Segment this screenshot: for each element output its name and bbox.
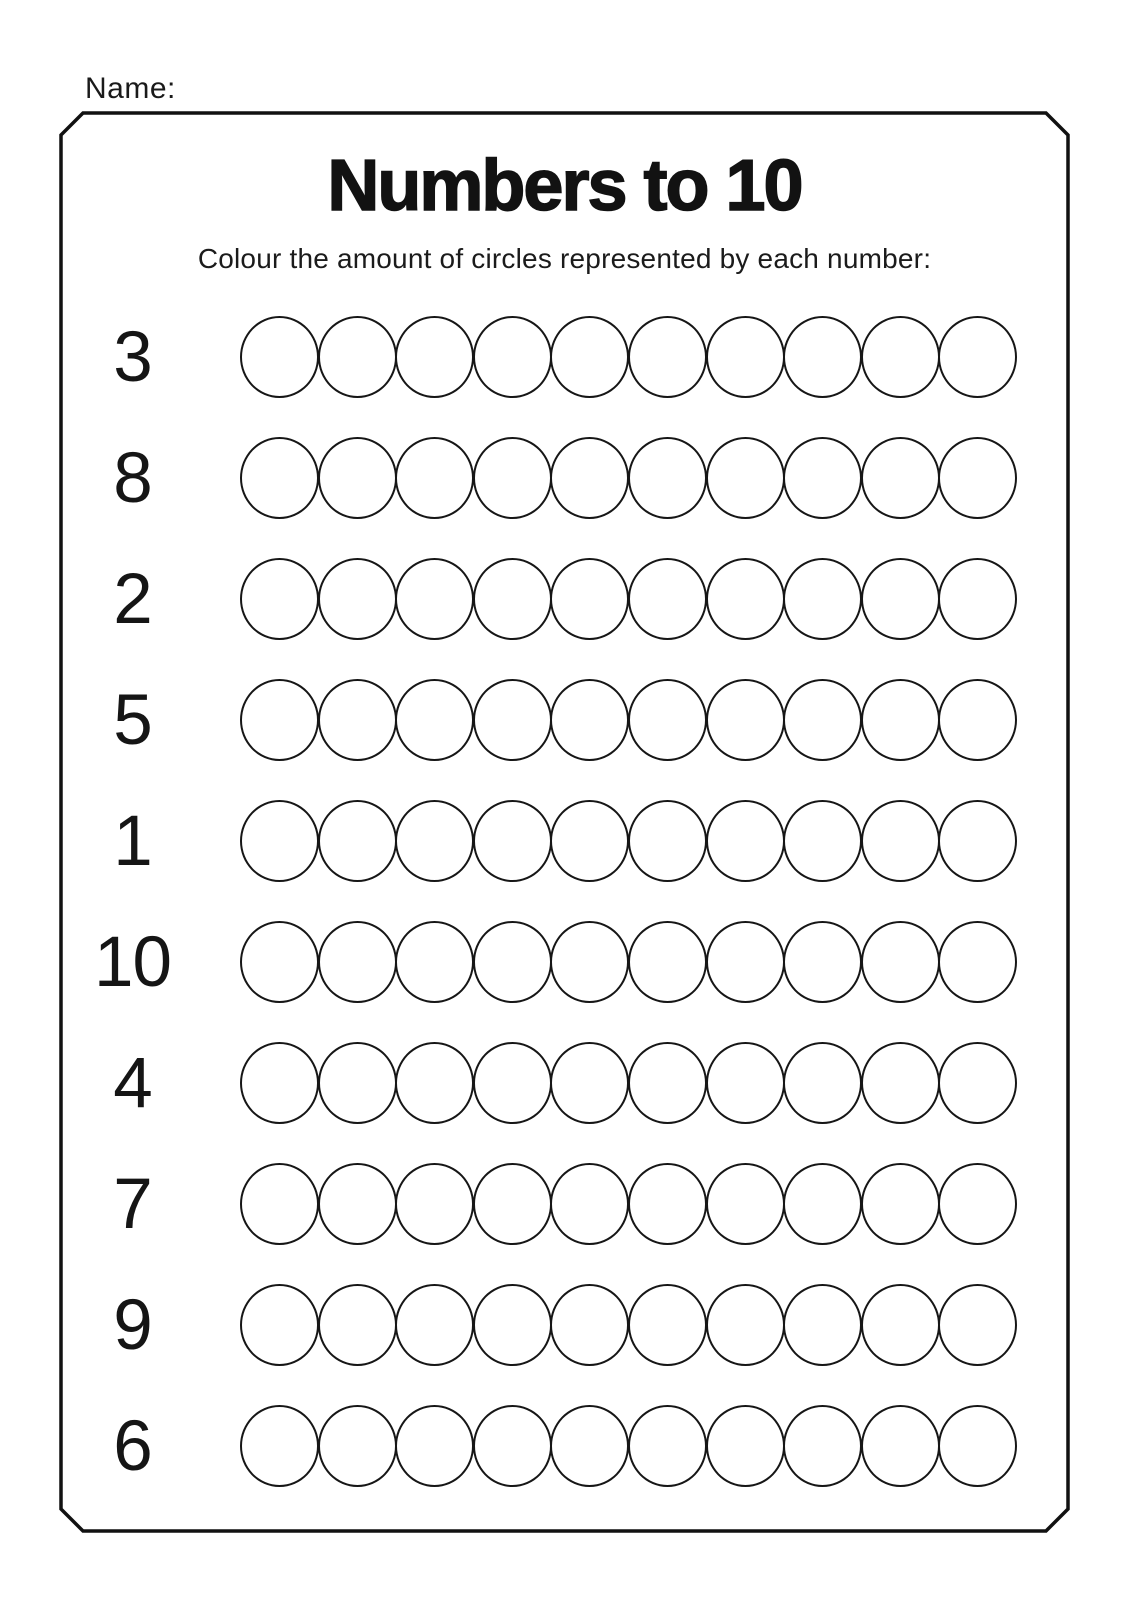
colorable-circle[interactable]	[240, 679, 319, 761]
colorable-circle[interactable]	[550, 1284, 629, 1366]
colorable-circle[interactable]	[783, 1042, 862, 1124]
colorable-circle[interactable]	[550, 800, 629, 882]
colorable-circle[interactable]	[938, 1163, 1017, 1245]
colorable-circle[interactable]	[861, 921, 940, 1003]
circle-strip	[240, 558, 1016, 640]
row-number: 9	[113, 1285, 152, 1365]
row-number: 3	[113, 317, 152, 397]
colorable-circle[interactable]	[861, 1405, 940, 1487]
colorable-circle[interactable]	[240, 1284, 319, 1366]
colorable-circle[interactable]	[395, 800, 474, 882]
circle-strip	[240, 679, 1016, 761]
row-number: 7	[113, 1164, 152, 1244]
colorable-circle[interactable]	[783, 316, 862, 398]
colorable-circle[interactable]	[706, 1163, 785, 1245]
colorable-circle[interactable]	[938, 679, 1017, 761]
colorable-circle[interactable]	[706, 679, 785, 761]
colorable-circle[interactable]	[550, 921, 629, 1003]
colorable-circle[interactable]	[318, 679, 397, 761]
colorable-circle[interactable]	[628, 437, 707, 519]
colorable-circle[interactable]	[550, 1042, 629, 1124]
colorable-circle[interactable]	[861, 800, 940, 882]
colorable-circle[interactable]	[938, 1405, 1017, 1487]
colorable-circle[interactable]	[240, 437, 319, 519]
row-number: 1	[113, 801, 152, 881]
colorable-circle[interactable]	[318, 921, 397, 1003]
colorable-circle[interactable]	[240, 1405, 319, 1487]
colorable-circle[interactable]	[783, 558, 862, 640]
colorable-circle[interactable]	[706, 921, 785, 1003]
colorable-circle[interactable]	[706, 558, 785, 640]
colorable-circle[interactable]	[783, 437, 862, 519]
colorable-circle[interactable]	[395, 1405, 474, 1487]
colorable-circle[interactable]	[473, 1284, 552, 1366]
colorable-circle[interactable]	[783, 921, 862, 1003]
colorable-circle[interactable]	[550, 437, 629, 519]
colorable-circle[interactable]	[861, 1163, 940, 1245]
colorable-circle[interactable]	[240, 800, 319, 882]
colorable-circle[interactable]	[318, 437, 397, 519]
colorable-circle[interactable]	[706, 1284, 785, 1366]
colorable-circle[interactable]	[318, 316, 397, 398]
colorable-circle[interactable]	[318, 1284, 397, 1366]
colorable-circle[interactable]	[395, 1042, 474, 1124]
colorable-circle[interactable]	[473, 679, 552, 761]
colorable-circle[interactable]	[938, 800, 1017, 882]
colorable-circle[interactable]	[628, 558, 707, 640]
colorable-circle[interactable]	[628, 921, 707, 1003]
colorable-circle[interactable]	[783, 679, 862, 761]
colorable-circle[interactable]	[938, 558, 1017, 640]
row-number: 10	[94, 922, 171, 1002]
colorable-circle[interactable]	[861, 679, 940, 761]
circle-strip	[240, 1042, 1016, 1124]
colorable-circle[interactable]	[550, 558, 629, 640]
colorable-circle[interactable]	[628, 1284, 707, 1366]
colorable-circle[interactable]	[938, 1284, 1017, 1366]
colorable-circle[interactable]	[938, 437, 1017, 519]
page-title: Numbers to 10	[327, 146, 802, 226]
worksheet-row	[60, 800, 1070, 882]
colorable-circle[interactable]	[706, 800, 785, 882]
colorable-circle[interactable]	[473, 437, 552, 519]
name-label: Name:	[85, 72, 176, 105]
colorable-circle[interactable]	[861, 437, 940, 519]
worksheet-row	[60, 921, 1070, 1003]
colorable-circle[interactable]	[628, 679, 707, 761]
colorable-circle[interactable]	[938, 316, 1017, 398]
row-number: 4	[113, 1043, 152, 1123]
worksheet-row	[60, 1042, 1070, 1124]
circle-strip	[240, 921, 1016, 1003]
colorable-circle[interactable]	[240, 1042, 319, 1124]
circle-strip	[240, 800, 1016, 882]
colorable-circle[interactable]	[861, 558, 940, 640]
worksheet-row	[60, 1163, 1070, 1245]
colorable-circle[interactable]	[938, 1042, 1017, 1124]
colorable-circle[interactable]	[861, 316, 940, 398]
colorable-circle[interactable]	[318, 1042, 397, 1124]
instruction-text: Colour the amount of circles represented by each number:	[197, 243, 932, 274]
colorable-circle[interactable]	[706, 316, 785, 398]
colorable-circle[interactable]	[706, 437, 785, 519]
colorable-circle[interactable]	[473, 1042, 552, 1124]
colorable-circle[interactable]	[783, 1405, 862, 1487]
colorable-circle[interactable]	[240, 921, 319, 1003]
colorable-circle[interactable]	[628, 800, 707, 882]
colorable-circle[interactable]	[861, 1042, 940, 1124]
worksheet-row	[60, 1284, 1070, 1366]
colorable-circle[interactable]	[395, 316, 474, 398]
colorable-circle[interactable]	[318, 1405, 397, 1487]
colorable-circle[interactable]	[938, 921, 1017, 1003]
colorable-circle[interactable]	[240, 558, 319, 640]
colorable-circle[interactable]	[706, 1042, 785, 1124]
worksheet-row	[60, 558, 1070, 640]
circle-strip	[240, 1405, 1016, 1487]
worksheet-row	[60, 1405, 1070, 1487]
colorable-circle[interactable]	[706, 1405, 785, 1487]
colorable-circle[interactable]	[628, 1042, 707, 1124]
colorable-circle[interactable]	[783, 1284, 862, 1366]
colorable-circle[interactable]	[473, 921, 552, 1003]
row-number: 6	[113, 1406, 152, 1486]
colorable-circle[interactable]	[318, 558, 397, 640]
worksheet-row	[60, 679, 1070, 761]
worksheet-row	[60, 437, 1070, 519]
colorable-circle[interactable]	[395, 921, 474, 1003]
worksheet-row	[60, 316, 1070, 398]
colorable-circle[interactable]	[783, 800, 862, 882]
circle-strip	[240, 437, 1016, 519]
row-number: 2	[113, 559, 152, 639]
row-number: 8	[113, 438, 152, 518]
colorable-circle[interactable]	[783, 1163, 862, 1245]
colorable-circle[interactable]	[240, 316, 319, 398]
colorable-circle[interactable]	[318, 1163, 397, 1245]
colorable-circle[interactable]	[550, 679, 629, 761]
colorable-circle[interactable]	[395, 679, 474, 761]
colorable-circle[interactable]	[240, 1163, 319, 1245]
colorable-circle[interactable]	[550, 1163, 629, 1245]
colorable-circle[interactable]	[550, 316, 629, 398]
colorable-circle[interactable]	[395, 558, 474, 640]
colorable-circle[interactable]	[395, 1284, 474, 1366]
colorable-circle[interactable]	[318, 800, 397, 882]
colorable-circle[interactable]	[473, 558, 552, 640]
colorable-circle[interactable]	[473, 1405, 552, 1487]
colorable-circle[interactable]	[473, 316, 552, 398]
circle-strip	[240, 1284, 1016, 1366]
colorable-circle[interactable]	[473, 1163, 552, 1245]
colorable-circle[interactable]	[628, 1163, 707, 1245]
colorable-circle[interactable]	[628, 1405, 707, 1487]
row-number: 5	[113, 680, 152, 760]
colorable-circle[interactable]	[861, 1284, 940, 1366]
colorable-circle[interactable]	[550, 1405, 629, 1487]
circle-strip	[240, 316, 1016, 398]
colorable-circle[interactable]	[395, 437, 474, 519]
colorable-circle[interactable]	[473, 800, 552, 882]
colorable-circle[interactable]	[628, 316, 707, 398]
colorable-circle[interactable]	[395, 1163, 474, 1245]
circle-strip	[240, 1163, 1016, 1245]
